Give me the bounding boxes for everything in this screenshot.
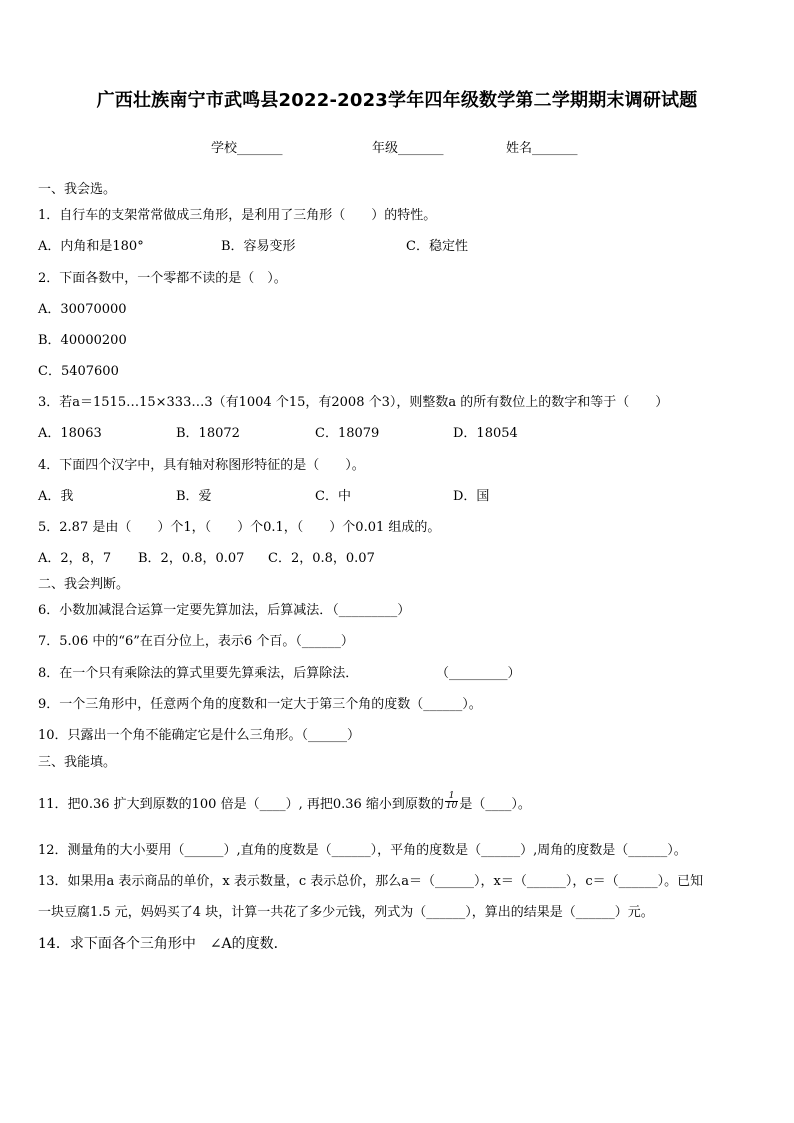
option-a: A．2，8，7 [38,551,112,566]
option-d: D．国 [453,489,490,504]
option-b: B．2，0.8，0.07 [138,551,245,566]
question-9: 9．一个三角形中，任意两个角的度数和一定大于第三个角的度数（______）。 [38,697,482,712]
answer-blank: （_________） [436,666,521,681]
option-c: C．稳定性 [406,239,468,254]
option-c: C．2，0.8，0.07 [268,551,375,566]
question-1-options [38,239,738,255]
fraction-numerator: 1 [445,792,458,802]
fraction-one-tenth [445,792,458,811]
question-14: 14．求下面各个三角形中 ∠A的度数． [38,936,288,952]
grade-field: 年级_______ [372,141,444,156]
question-7: 7．5.06 中的“6”在百分位上，表示6 个百。（______） [38,634,354,649]
question-3-options [38,426,738,442]
option-b: B．40000200 [38,333,127,348]
question-12: 12．测量角的大小要用（______）,直角的度数是（______），平角的度数是（______）,周角的度数是（______）。 [38,843,687,858]
option-a: A．内角和是180° [38,239,144,254]
option-a: A．30070000 [38,302,127,317]
option-a: A．18063 [38,426,102,441]
option-b: B．容易变形 [221,239,296,254]
student-info [0,141,794,157]
section-heading-1: 一、我会选。 [38,182,117,197]
option-c: C．中 [315,489,351,504]
question-5: 5．2.87 是由（ ）个1，（ ）个0.1，（ ）个0.01 组成的。 [38,520,441,535]
option-c: C．18079 [315,426,380,441]
question-4-options [38,489,738,505]
question-10: 10．只露出一个角不能确定它是什么三角形。（______） [38,728,361,743]
question-8 [38,666,738,682]
fraction-denominator: 10 [445,801,458,811]
question-8-text: 8．在一个只有乘除法的算式里要先算乘法，后算除法． [38,666,359,681]
page-title: 广西壮族南宁市武鸣县2022-2023学年四年级数学第二学期期末调研试题 [96,90,698,111]
option-a: A．我 [38,489,74,504]
section-heading-2: 二、我会判断。 [38,577,130,592]
question-3: 3．若a＝1515…15×333…3（有1004 个15，有2008 个3），则整数a 的所有数位上的数字和等于（ ） [38,395,669,410]
option-b: B．爱 [176,489,212,504]
question-2: 2．下面各数中，一个零都不读的是（ ）。 [38,271,287,286]
question-6: 6．小数加减混合运算一定要先算加法，后算减法．（_________） [38,603,411,618]
school-field: 学校_______ [211,141,283,156]
question-11 [38,791,531,814]
option-b: B．18072 [176,426,240,441]
question-1: 1．自行车的支架常常做成三角形，是利用了三角形（ ）的特性。 [38,208,437,223]
question-13-line-1: 13．如果用a 表示商品的单价，x 表示数量，c 表示总价，那么a＝（______），x＝（______），c＝（______）。已知 [38,874,704,889]
name-field: 姓名_______ [506,141,578,156]
question-13-line-2: 一块豆腐1.5 元，妈妈买了4 块，计算一共花了多少元钱，列式为（______），算出的结果是（______）元。 [38,905,654,920]
question-11-text-end: 是（____）。 [459,797,531,812]
question-5-options [38,551,738,567]
question-11-text: 11．把0.36 扩大到原数的100 倍是（____）, 再把0.36 缩小到原数的 [38,797,444,812]
section-heading-3: 三、我能填。 [38,755,117,770]
question-4: 4．下面四个汉字中，具有轴对称图形特征的是（ ）。 [38,458,365,473]
option-d: D．18054 [453,426,518,441]
option-c: C．5407600 [38,364,119,379]
